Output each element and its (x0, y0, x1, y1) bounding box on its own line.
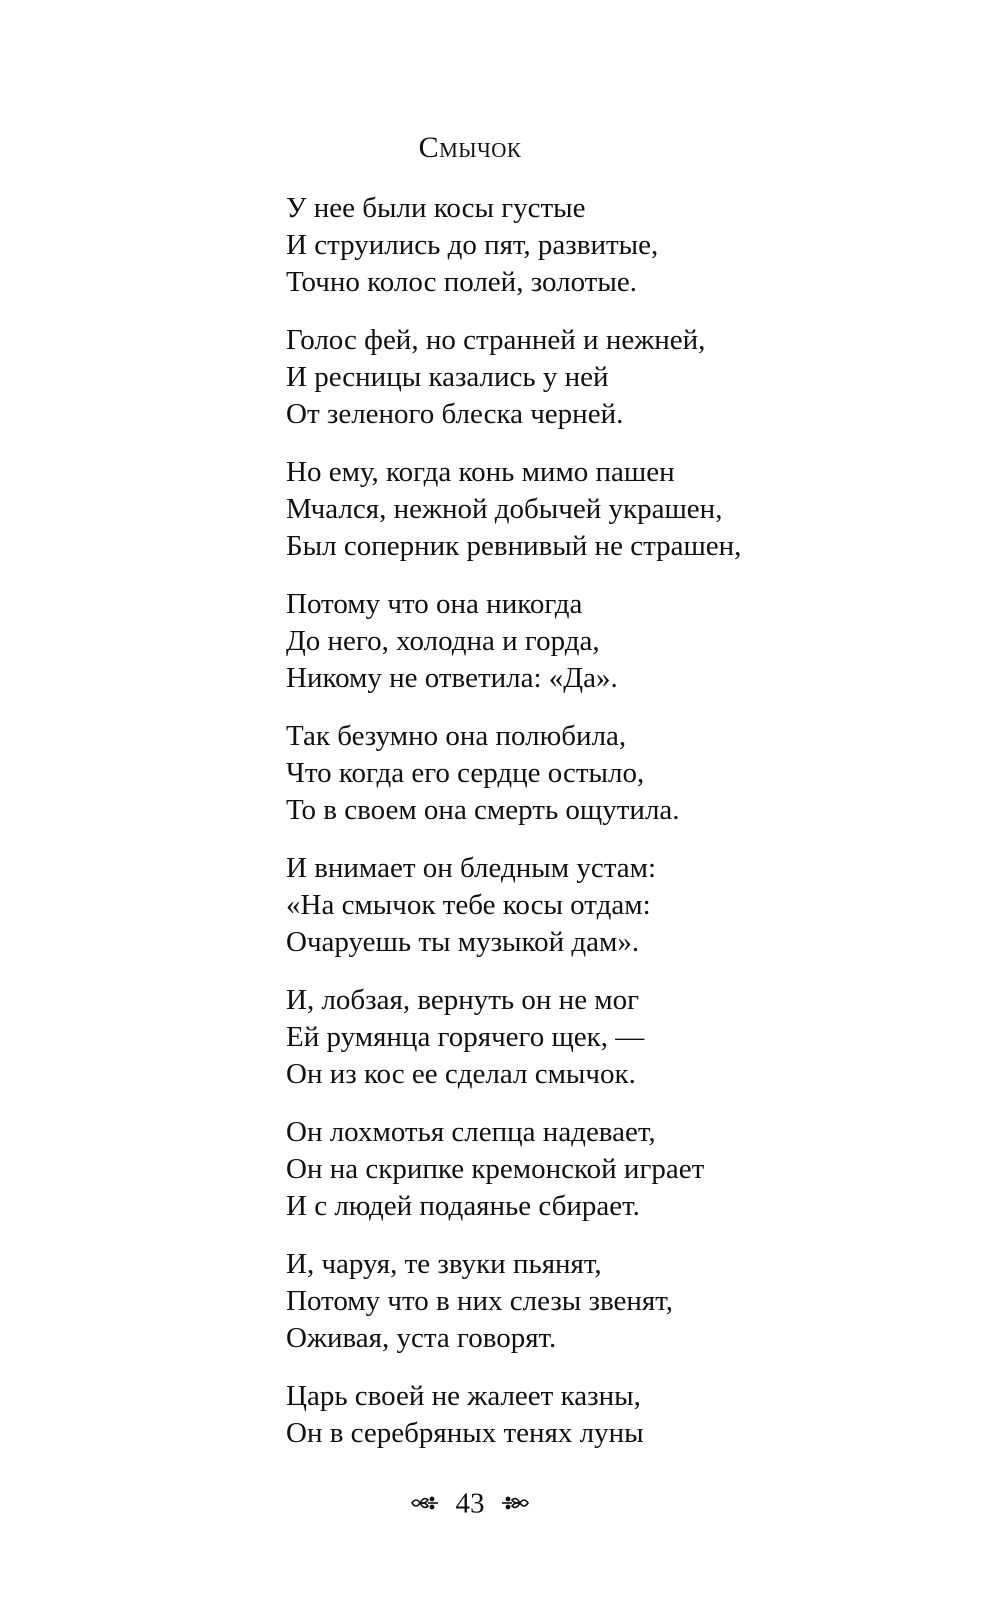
poem-line: До него, холодна и горда, (286, 625, 600, 657)
poem-line: От зеленого блеска черней. (286, 398, 624, 430)
poem-line: И внимает он бледным устам: (286, 852, 657, 884)
poem-line: Ей румянца горячего щек, — (286, 1021, 645, 1053)
poem-line: Он в серебряных тенях луны (286, 1417, 644, 1449)
poem-line: То в своем она смерть ощутила. (286, 794, 680, 826)
stanza-1 (286, 190, 926, 301)
floral-ornament-icon (500, 1493, 530, 1513)
poem-line: И ресницы казались у ней (286, 361, 609, 393)
stanza-5 (286, 718, 926, 829)
poem-body (286, 190, 926, 1473)
page-footer (0, 1482, 940, 1522)
poem-line: Точно колос полей, золотые. (286, 266, 637, 298)
stanza-2 (286, 322, 926, 433)
poem-line: И, чаруя, те звуки пьянят, (286, 1248, 602, 1280)
stanza-10 (286, 1378, 926, 1452)
stanza-3 (286, 454, 926, 565)
stanza-7 (286, 982, 926, 1093)
floral-ornament-icon (410, 1493, 440, 1513)
poem-line: Потому что она никогда (286, 588, 583, 620)
stanza-4 (286, 586, 926, 697)
stanza-8 (286, 1114, 926, 1225)
poem-line: Потому что в них слезы звенят, (286, 1285, 673, 1317)
poem-line: Был соперник ревнивый не страшен, (286, 530, 742, 562)
poem-line: Он на скрипке кремонской играет (286, 1153, 705, 1185)
poem-line: «На смычок тебе косы отдам: (286, 889, 651, 921)
poem-line: Оживая, уста говорят. (286, 1322, 557, 1354)
poem-line: Голос фей, но странней и нежней, (286, 324, 706, 356)
poem-line: Так безумно она полюбила, (286, 720, 627, 752)
poem-line: У нее были косы густые (286, 192, 586, 224)
poem-title: Смычок (418, 131, 522, 164)
poem-line: Никому не ответила: «Да». (286, 662, 618, 694)
poem-line: Но ему, когда конь мимо пашен (286, 456, 675, 488)
poem-line: И струились до пят, развитые, (286, 229, 659, 261)
poem-line: И с людей подаянье сбирает. (286, 1190, 640, 1222)
poem-line: Он из кос ее сделал смычок. (286, 1058, 636, 1090)
page-number: 43 (455, 1487, 485, 1520)
poem-line: Мчался, нежной добычей украшен, (286, 493, 723, 525)
poem-line: И, лобзая, вернуть он не мог (286, 984, 640, 1016)
poem-line: Он лохмотья слепца надевает, (286, 1116, 656, 1148)
poem-line: Что когда его сердце остыло, (286, 757, 645, 789)
poem-line: Очаруешь ты музыкой дам». (286, 926, 640, 958)
stanza-6 (286, 850, 926, 961)
stanza-9 (286, 1246, 926, 1357)
poem-line: Царь своей не жалеет казны, (286, 1380, 641, 1412)
